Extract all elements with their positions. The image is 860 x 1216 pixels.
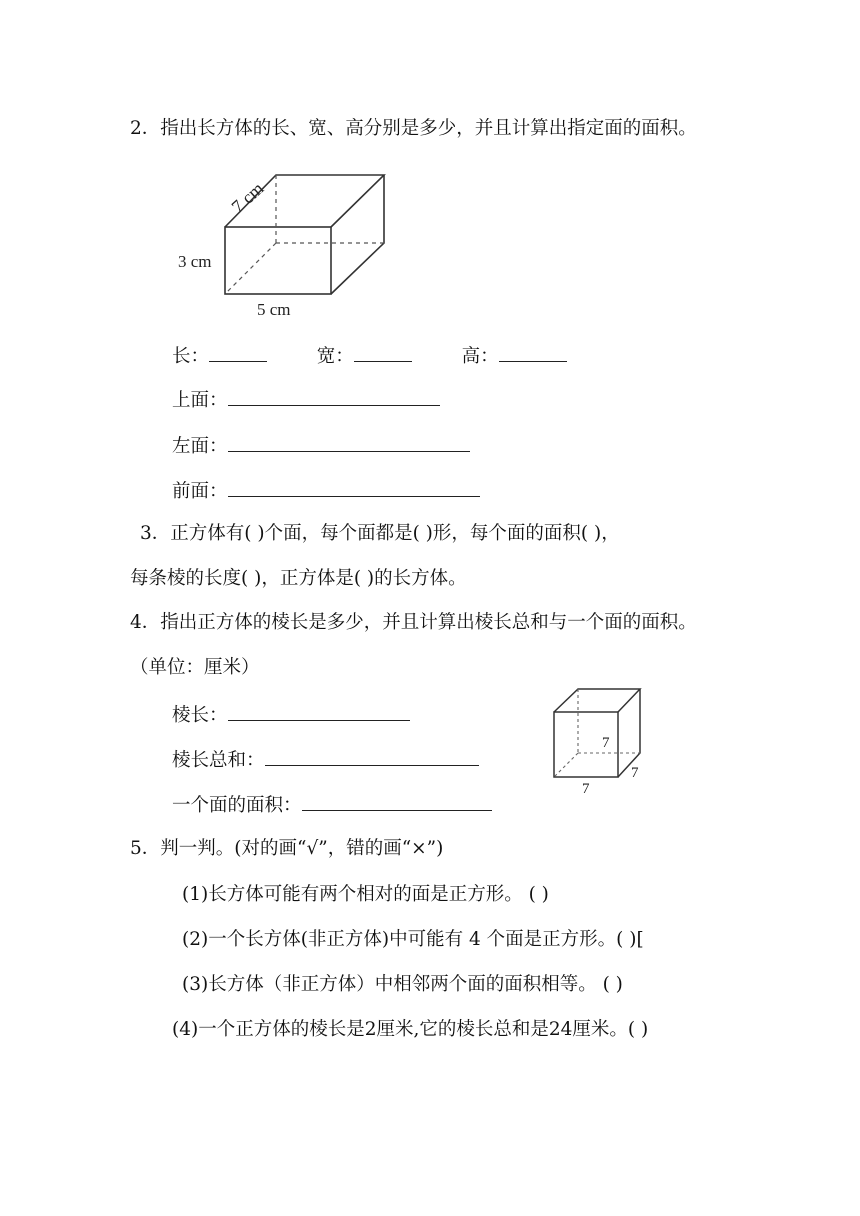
top-face-label: 上面： xyxy=(172,390,228,411)
q5-item-2: (2)一个长方体(非正方体)中可能有 4 个面是正方形。( )[ xyxy=(182,929,644,950)
edge-blank[interactable] xyxy=(228,702,410,721)
face-area-label: 一个面的面积： xyxy=(172,795,302,816)
face-area-row xyxy=(172,792,492,818)
q4-unit: （单位：厘米） xyxy=(130,657,260,678)
left-face-row xyxy=(172,433,470,459)
cube-figure xyxy=(540,685,660,800)
height-blank[interactable] xyxy=(499,343,567,362)
edge-sum-label: 棱长总和： xyxy=(172,750,265,771)
label-7cm: 7 cm xyxy=(227,178,268,217)
q5-item-1: (1)长方体可能有两个相对的面是正方形。 ( ) xyxy=(182,884,549,905)
q5-item-3: (3)长方体（非正方体）中相邻两个面的面积相等。 ( ) xyxy=(182,974,623,995)
q3-line2: 每条棱的长度( )，正方体是( )的长方体。 xyxy=(130,568,467,589)
cube-label-side: 7 xyxy=(602,735,610,751)
q2-title: 2．指出长方体的长、宽、高分别是多少，并且计算出指定面的面积。 xyxy=(130,118,697,139)
label-3cm: 3 cm xyxy=(178,252,212,271)
q4-title: 4．指出正方体的棱长是多少，并且计算出棱长总和与一个面的面积。 xyxy=(130,612,697,633)
top-face-row xyxy=(172,387,440,413)
cube-top-face xyxy=(554,689,640,712)
width-label: 宽： xyxy=(316,346,354,367)
q5-item-4: (4)一个正方体的棱长是2厘米,它的棱长总和是24厘米。( ) xyxy=(172,1019,649,1040)
front-face-row xyxy=(172,478,480,504)
width-blank[interactable] xyxy=(354,343,412,362)
top-face-blank[interactable] xyxy=(228,387,440,406)
left-face-blank[interactable] xyxy=(228,433,470,452)
edge-sum-row xyxy=(172,747,479,773)
cube-label-bottom: 7 xyxy=(582,781,590,797)
left-face-label: 左面： xyxy=(172,436,228,457)
cube-right-face xyxy=(618,689,640,777)
q5-title: 5．判一判。(对的画“√”，错的画“×”) xyxy=(130,838,444,859)
edge-row xyxy=(172,702,410,728)
front-face-blank[interactable] xyxy=(228,478,480,497)
face-area-blank[interactable] xyxy=(302,792,492,811)
cuboid-right-face xyxy=(331,175,384,294)
length-blank[interactable] xyxy=(209,343,267,362)
length-label: 长： xyxy=(172,346,210,367)
edge-label: 棱长： xyxy=(172,705,228,726)
cuboid-front-face xyxy=(225,227,331,294)
dimension-answers xyxy=(172,343,567,369)
cube-label-depth: 7 xyxy=(631,765,639,781)
front-face-label: 前面： xyxy=(172,481,228,502)
cuboid-figure xyxy=(170,165,400,325)
edge-sum-blank[interactable] xyxy=(265,747,479,766)
height-label: 高： xyxy=(461,346,499,367)
label-5cm: 5 cm xyxy=(257,300,291,319)
q3-line1: 3．正方体有( )个面，每个面都是( )形，每个面的面积( )， xyxy=(140,523,620,544)
